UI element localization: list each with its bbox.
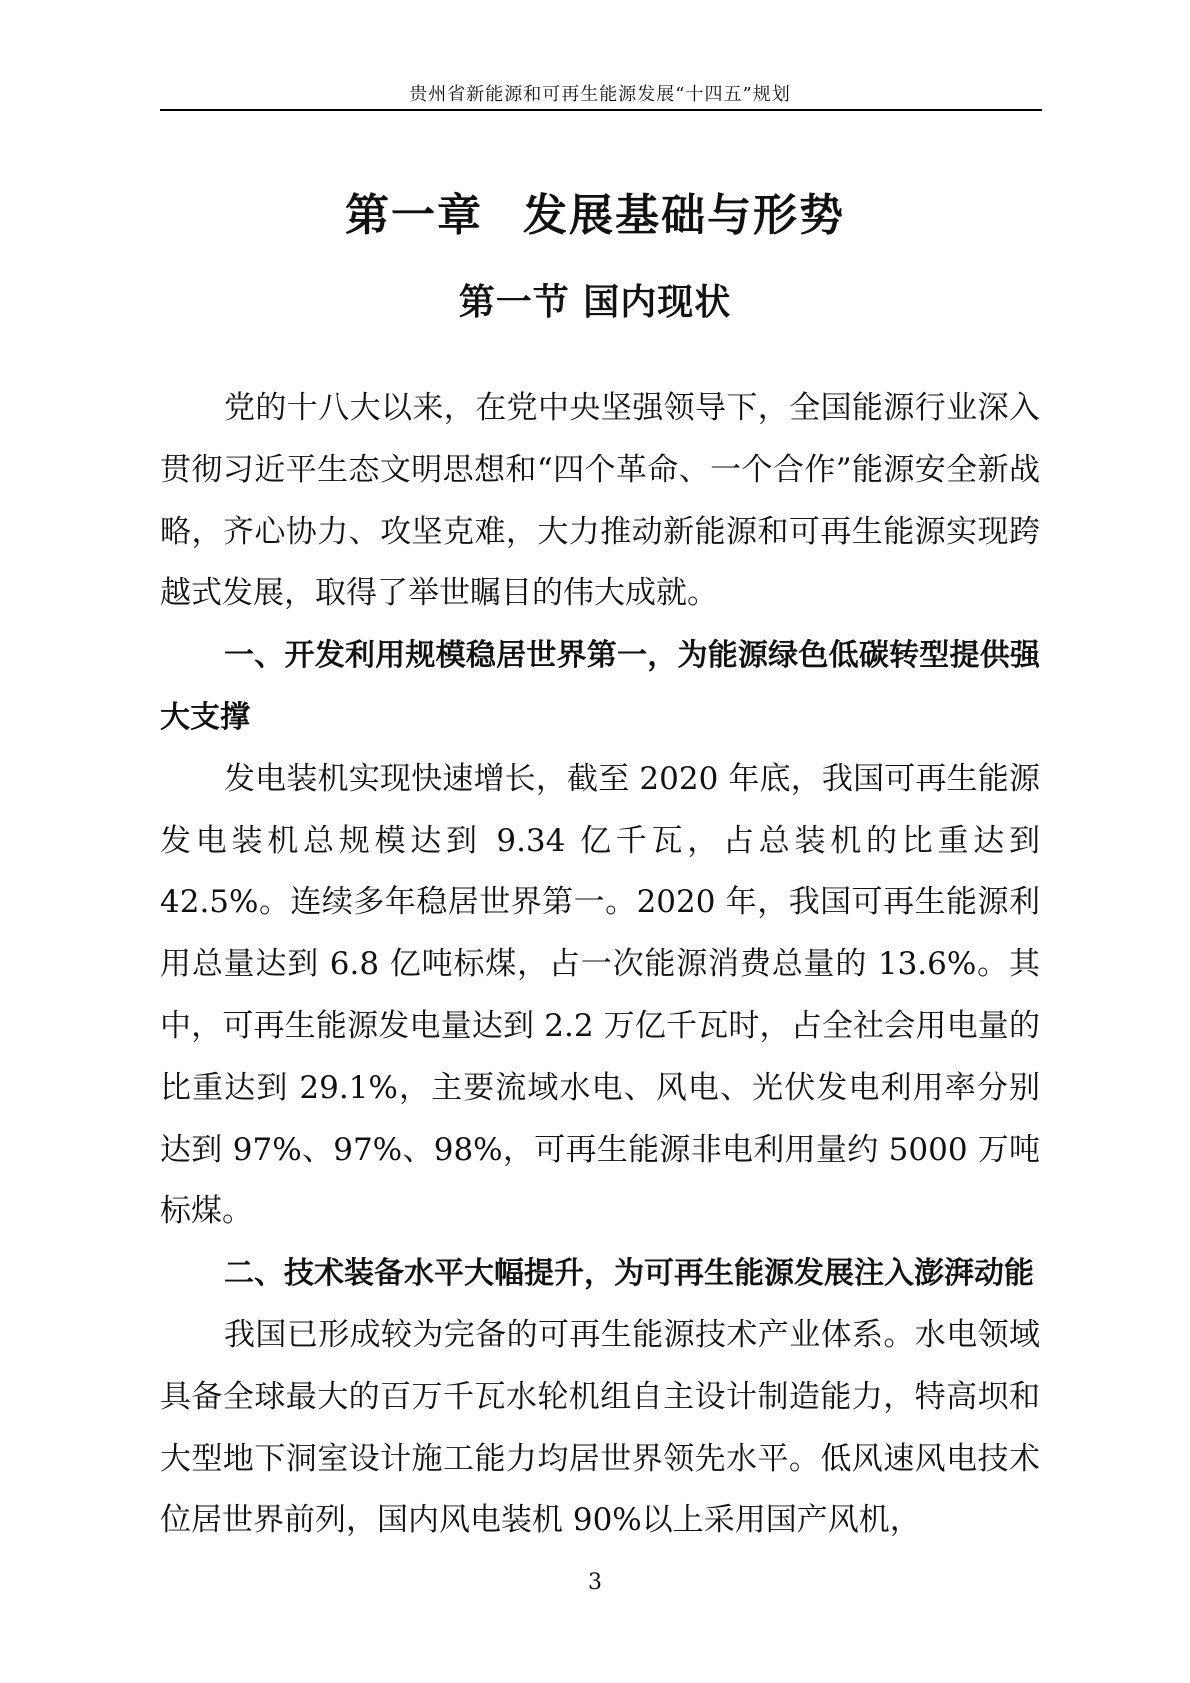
intro-paragraph: 党的十八大以来，在党中央坚强领导下，全国能源行业深入贯彻习近平生态文明思想和“四个革命、一个合作”能源安全新战略，齐心协力、攻坚克难，大力推动新能源和可再生能源实现跨越式发展，取得了举世瞩目的伟大成就。 — [160, 390, 1040, 612]
page-number: 3 — [588, 1570, 602, 1595]
chapter-name: 发展基础与形势 — [523, 190, 845, 241]
chapter-number: 第一章 — [345, 190, 483, 241]
body-text — [160, 378, 1040, 1552]
running-header: 贵州省新能源和可再生能源发展“十四五”规划 — [409, 84, 791, 105]
subheading-2: 二、技术装备水平大幅提升，为可再生能源发展注入澎湃动能 — [224, 1256, 1034, 1292]
paragraph-1: 发电装机实现快速增长，截至 2020 年底，我国可再生能源发电装机总规模达到 9.34 亿千瓦，占总装机的比重达到 42.5%。连续多年稳居世界第一。2020 年，我国可再生能源利用总量达到 6.8 亿吨标煤，占一次能源消费总量的 13.6%。其中，可再生能源发电量达到 2.2 万亿千瓦时，占全社会用电量的比重达到 29.1%，主要流域水电、风电、光伏发电利用率分别达到 97%、97%、98%，可再生能源非电利用量约 5000 万吨标煤。 — [160, 760, 1040, 1230]
paragraph-2: 我国已形成较为完备的可再生能源技术产业体系。水电领域具备全球最大的百万千瓦水轮机组自主设计制造能力，特高坝和大型地下洞室设计施工能力均居世界领先水平。低风速风电技术位居世界前列，国内风电装机 90%以上采用国产风机， — [160, 1316, 1040, 1539]
header-rule — [160, 109, 1042, 111]
subheading-1: 一、开发利用规模稳居世界第一，为能源绿色低碳转型提供强大支撑 — [160, 638, 1040, 735]
chapter-title — [0, 190, 1190, 242]
section-title: 第一节 国内现状 — [458, 281, 732, 323]
